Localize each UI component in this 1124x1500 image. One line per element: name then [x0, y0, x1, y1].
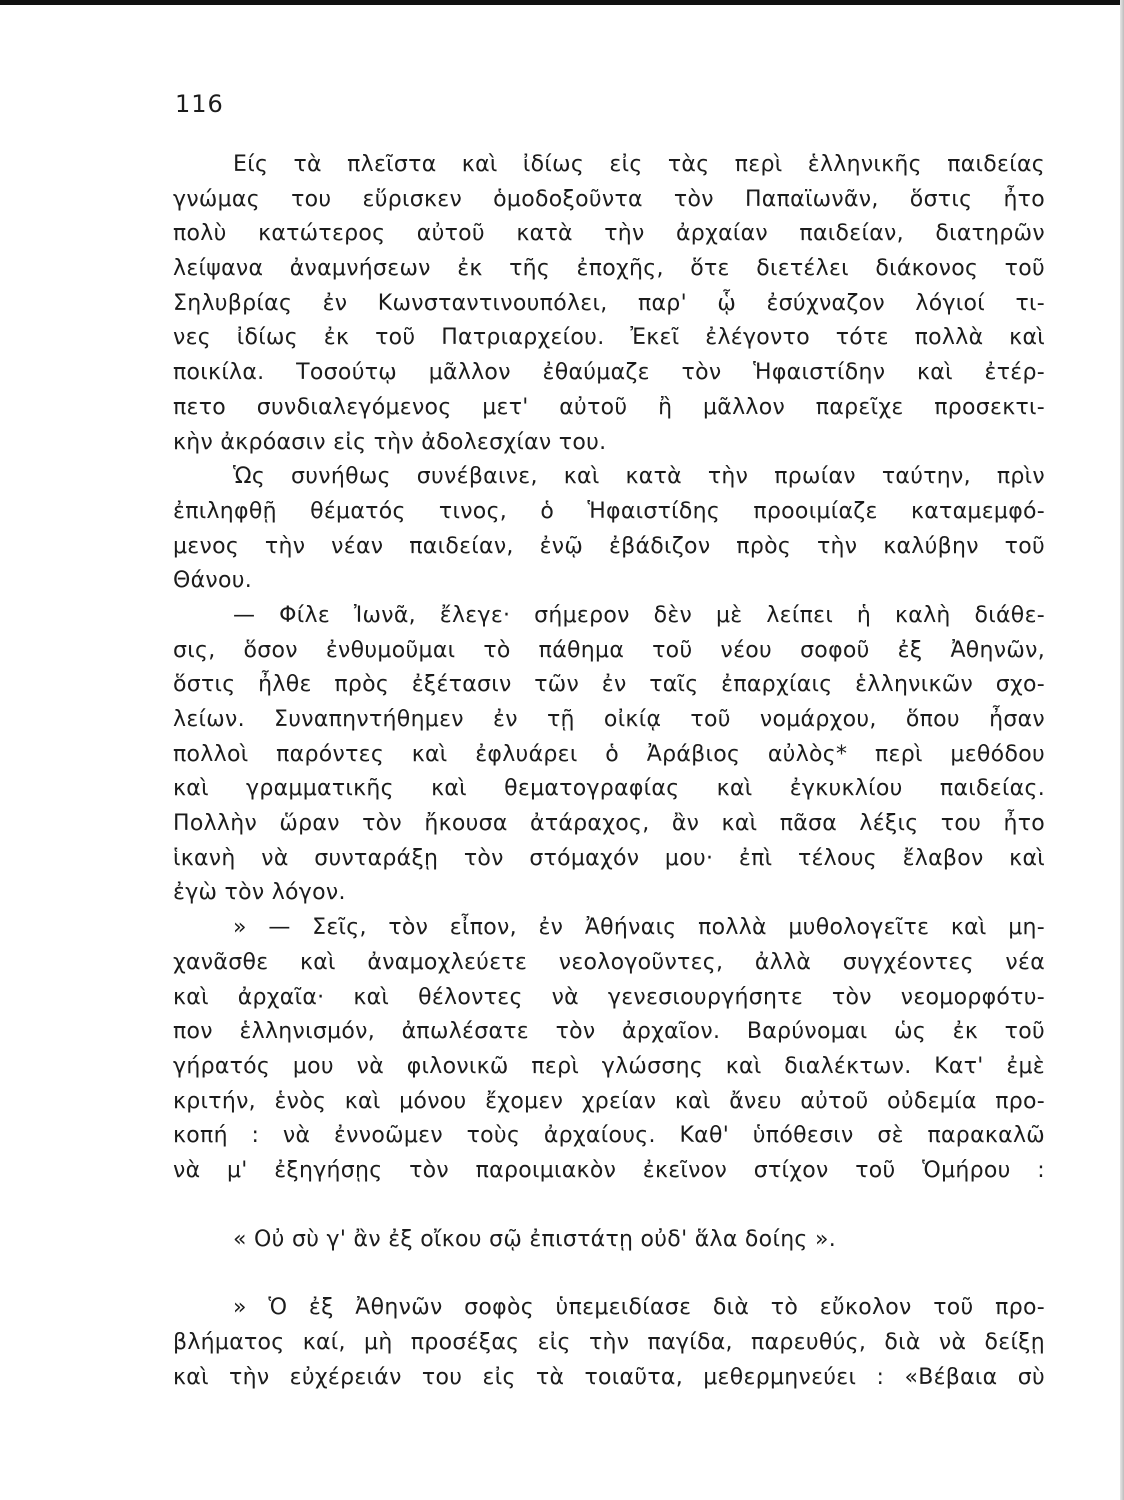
text-line: πον ἑλληνισμόν, ἀπωλέσατε τὸν ἀρχαῖον. Βαρύνομαι ὡς ἐκ τοῦ	[173, 1019, 1045, 1045]
text-line: καὶ τὴν εὐχέρειάν του εἰς τὰ τοιαῦτα, μεθερμηνεύει : «Βέβαια σὺ	[173, 1364, 1045, 1390]
text-line: ποικίλα. Τοσούτῳ μᾶλλον ἐθαύμαζε τὸν Ἡφαιστίδην καὶ ἐτέρ-	[173, 360, 1045, 386]
text-line: γήρατός μου νὰ φιλονικῶ περὶ γλώσσης καὶ διαλέκτων. Κατ' ἐμὲ	[173, 1053, 1045, 1079]
text-line: καὶ γραμματικῆς καὶ θεματογραφίας καὶ ἐγκυκλίου παιδείας.	[173, 776, 1045, 802]
text-line: Είς τὰ πλεῖστα καὶ ἰδίως εἰς τὰς περὶ ἑλληνικῆς παιδείας	[233, 152, 1045, 177]
text-line: κοπή : νὰ ἐννοῶμεν τοὺς ἀρχαίους. Καθ' ὑπόθεσιν σὲ παρακαλῶ	[173, 1123, 1045, 1149]
text-line: Ὡς συνήθως συνέβαινε, καὶ κατὰ τὴν πρωίαν ταύτην, πρὶν	[233, 464, 1045, 490]
text-line: πετο συνδιαλεγόμενος μετ' αὐτοῦ ἢ μᾶλλον παρεῖχε προσεκτι-	[173, 394, 1045, 420]
text-line: ἱκανὴ νὰ συνταράξῃ τὸν στόμαχόν μου· ἐπὶ τέλους ἔλαβον καὶ	[173, 845, 1045, 871]
text-line: βλήματος καί, μὴ προσέξας εἰς τὴν παγίδα, παρευθύς, διὰ νὰ δείξῃ	[173, 1330, 1045, 1355]
text-line: χανᾶσθε καὶ ἀναμοχλεύετε νεολογοῦντες, ἀλλὰ συγχέοντες νέα	[173, 949, 1045, 975]
text-line: κὴν ἀκρόασιν εἰς τὴν ἀδολεσχίαν του.	[173, 429, 607, 455]
text-line: μενος τὴν νέαν παιδείαν, ἐνῷ ἐβάδιζον πρὸς τὴν καλύβην τοῦ	[173, 533, 1045, 559]
text-line: κριτήν, ἑνὸς καὶ μόνου ἔχομεν χρείαν καὶ ἄνευ αὐτοῦ οὐδεμία προ-	[173, 1088, 1045, 1114]
text-line: γνώμας του εὕρισκεν ὁμοδοξοῦντα τὸν Παπαϊωνᾶν, ὅστις ἦτο	[173, 186, 1045, 212]
page-right-edge	[1120, 0, 1124, 1500]
text-line: » — Σεῖς, τὸν εἶπον, ἐν Ἀθήναις πολλὰ μυθολογεῖτε καὶ μη-	[233, 915, 1045, 941]
text-line: νὰ μ' ἐξηγήσῃς τὸν παροιμιακὸν ἐκεῖνον στίχον τοῦ Ὁμήρου :	[173, 1157, 1045, 1183]
text-line: ὅστις ἦλθε πρὸς ἐξέτασιν τῶν ἐν ταῖς ἐπαρχίαις ἑλληνικῶν σχο-	[173, 672, 1045, 698]
verse-gap	[173, 1257, 1045, 1291]
page-number: 116	[175, 90, 224, 118]
text-line: σις, ὅσον ἐνθυμοῦμαι τὸ πάθημα τοῦ νέου σοφοῦ ἐξ Ἀθηνῶν,	[173, 637, 1045, 663]
text-line: λείψανα ἀναμνήσεων ἐκ τῆς ἐποχῆς, ὅτε διετέλει διάκονος τοῦ	[173, 256, 1045, 282]
verse-quote: « Οὐ σὺ γ' ἂν ἐξ οἴκου σῷ ἐπιστάτῃ οὐδ' ἅλα δοίης ».	[233, 1226, 836, 1252]
text-line: » Ὁ ἐξ Ἀθηνῶν σοφὸς ὑπεμειδίασε διὰ τὸ εὔκολον τοῦ προ-	[233, 1295, 1045, 1321]
text-line: ἐγὼ τὸν λόγον.	[173, 880, 346, 906]
text-line: Σηλυβρίας ἐν Κωνσταντινουπόλει, παρ' ᾧ ἐσύχναζον λόγιοί τι-	[173, 290, 1045, 316]
text-line: Πολλὴν ὥραν τὸν ἤκουσα ἀτάραχος, ἂν καὶ πᾶσα λέξις του ἦτο	[173, 811, 1045, 837]
text-line: νες ἰδίως ἐκ τοῦ Πατριαρχείου. Ἐκεῖ ἐλέγοντο τότε πολλὰ καὶ	[173, 325, 1045, 351]
text-line: ἐπιληφθῇ θέματός τινος, ὁ Ἡφαιστίδης προοιμίαζε καταμεμφό-	[173, 498, 1045, 524]
text-line: Θάνου.	[173, 568, 253, 594]
text-line: πολὺ κατώτερος αὐτοῦ κατὰ τὴν ἀρχαίαν παιδείαν, διατηρῶν	[173, 221, 1045, 247]
page-top-border	[0, 0, 1124, 5]
text-line: καὶ ἀρχαῖα· καὶ θέλοντες νὰ γενεσιουργήσητε τὸν νεομορφότυ-	[173, 984, 1045, 1010]
verse-gap	[173, 1189, 1045, 1223]
body-text	[173, 148, 1045, 1395]
text-line: λείων. Συναπηντήθημεν ἐν τῇ οἰκίᾳ τοῦ νομάρχου, ὅπου ἦσαν	[173, 707, 1045, 732]
text-line: πολλοὶ παρόντες καὶ ἐφλυάρει ὁ Ἀράβιος αὐλὸς* περὶ μεθόδου	[173, 741, 1045, 767]
text-line: — Φίλε Ἰωνᾶ, ἔλεγε· σήμερον δὲν μὲ λείπει ἡ καλὴ διάθε-	[233, 602, 1045, 628]
